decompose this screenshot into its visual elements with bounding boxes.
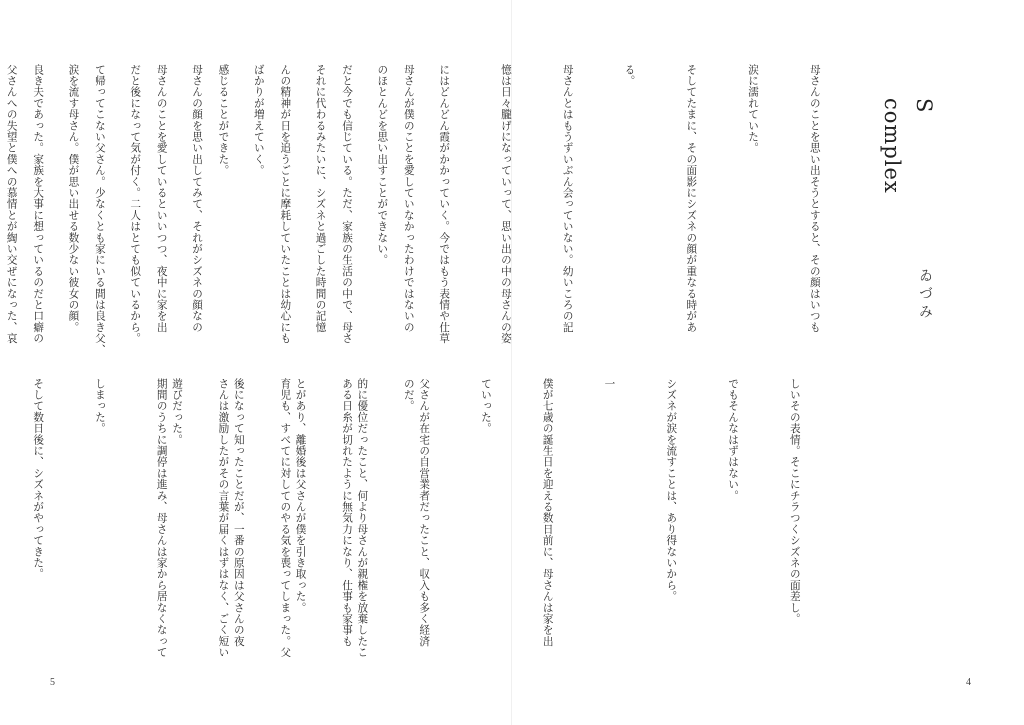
- left-page-number: 5: [50, 677, 55, 688]
- paragraph: 父さんが在宅の自営業者だったこと、収入も多く経済: [418, 378, 431, 647]
- paragraph: 母さんのことを思い出そうとすると、その顔はいつも: [808, 64, 821, 333]
- paragraph: 的に優位だったこと、何より母さんが親権を放棄したこ: [356, 378, 369, 658]
- paragraph: だと今でも信じている。ただ、家族の生活の中で、母さ: [341, 64, 354, 344]
- paragraph: でもそんなはずはない。: [727, 378, 740, 502]
- paragraph: 母さんの顔を思い出してみて、それがシズネの顔なの: [191, 64, 203, 333]
- paragraph: ていった。: [479, 378, 492, 434]
- paragraph: 感じることができた。: [217, 64, 230, 176]
- paragraph: 僕が七歳の誕生日を迎える数日前に、母さんは家を出: [541, 378, 554, 647]
- paragraph: 涙に濡れていた。: [747, 64, 760, 154]
- paragraph: 母さんとはもうずいぶん会っていない。幼いころの記: [561, 64, 574, 333]
- paragraph: て帰ってこない父さん。少なくとも家にいる間は良き父、: [93, 64, 106, 356]
- paragraph: る。: [623, 64, 636, 87]
- paragraph: 母さんが僕のことを愛していなかったわけではないの: [402, 64, 415, 333]
- paragraph: 母さんのことを愛しているといいつつ、夜中に家を出: [155, 64, 168, 333]
- left-page-upper-body: [32, 64, 460, 362]
- paragraph: のだ。: [402, 378, 415, 412]
- paragraph: 憶は日々朧げになっていって、思い出の中の母さんの姿: [499, 64, 512, 344]
- paragraph: 良き夫であった。家族を大事に想っているのだと口癖の: [32, 64, 45, 344]
- paragraph: しまった。: [93, 378, 106, 434]
- left-page-lower-body: [32, 378, 460, 676]
- paragraph: それに代わるみたいに、シズネと過ごした時間の記憶: [314, 64, 327, 333]
- paragraph: んの精神が日を追うごとに摩耗していたことは幼心にも: [279, 64, 292, 344]
- paragraph: にはどんどん霞がかかっていく。今ではもう表情や仕草: [438, 64, 451, 344]
- paragraph: だと後になって気が付く。二人はとても似ているから。: [129, 64, 142, 344]
- paragraph: そしてたまに、その面影にシズネの顔が重なる時があ: [685, 64, 698, 333]
- paragraph: シズネが涙を流すことは、あり得ないから。: [665, 378, 678, 602]
- paragraph: そして数日後に、シズネがやってきた。: [32, 378, 45, 580]
- paragraph: 後になって知ったことだが、一番の原因は父さんの夜: [232, 378, 245, 647]
- paragraph: 育児も、すべてに対してのやる気を喪ってしまった。父: [279, 378, 292, 658]
- right-page-number: 4: [966, 677, 971, 688]
- paragraph: ばかりが増えていく。: [252, 64, 265, 176]
- story-title: S complex: [880, 98, 936, 194]
- paragraph: 涙を流す母さん。僕が思い出せる数少ない彼女の顔。: [67, 64, 80, 333]
- paragraph: さんは激励したがその言葉が届くはずはなく、ごく短い: [217, 378, 230, 658]
- paragraph: のほとんどを思い出すことができない。: [376, 64, 389, 266]
- paragraph: しいその表情。そこにチラつくシズネの面差し。: [788, 378, 801, 625]
- paragraph: 父さんへの失望と僕への慕情とが綯い交ぜになった、哀: [5, 64, 18, 344]
- paragraph: ある日糸が切れたように無気力になり、仕事も家事も: [341, 378, 354, 647]
- paragraph: 期間のうちに調停は進み、母さんは家から居なくなって: [155, 378, 168, 658]
- paragraph: とがあり、離婚後は父さんが僕を引き取った。: [294, 378, 307, 614]
- author-name: ゐづみ: [917, 268, 933, 322]
- paragraph: 一: [603, 378, 616, 390]
- paragraph: 遊びだった。: [171, 378, 183, 446]
